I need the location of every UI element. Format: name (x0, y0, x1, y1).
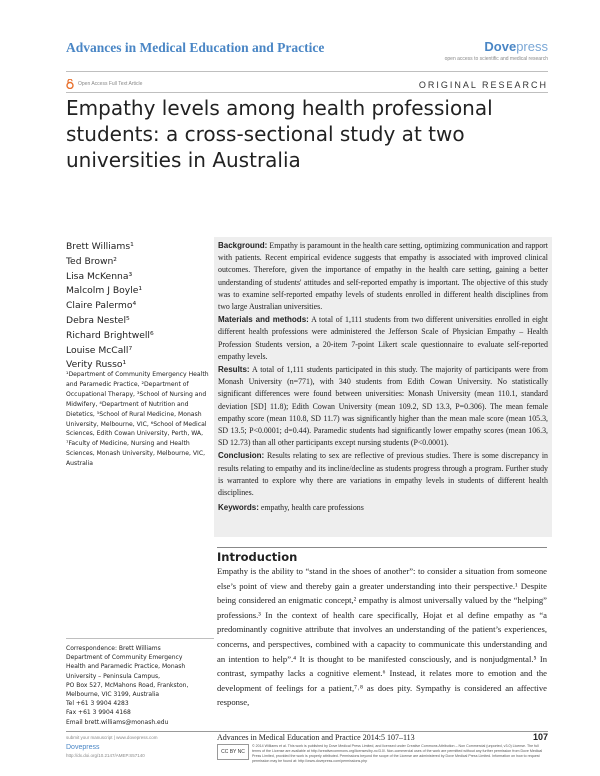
title-divider (66, 92, 548, 93)
abstract-background-label: Background: (218, 241, 268, 250)
correspondence-line: Tel +61 3 9904 4283 (66, 700, 129, 708)
author: Claire Palermo⁴ (66, 300, 137, 312)
correspondence-block (66, 644, 216, 727)
abstract-results-label: Results: (218, 365, 250, 375)
keywords-text: empathy, health care professions (260, 503, 364, 513)
abstract-results-text: A total of 1,111 students participated in this study. The majority of participants were from Monash University (n=771), with 340 students from Edith Cowan University. No statistically significant differences were found between universities: Monash University (mean 110.1, standard deviation [SD] 11.8); Edith Cowan University (mean 109.2, SD 13.3, P=0.306). The mean female empathy score (mean 110.8, SD 11.7) was significantly higher than the mean male score (mean 105.3, SD 13.5; P<0.0001; d=0.44). Paramedic students had significantly lower empathy scores (mean 106.3, SD 12.73) than all other participants except nursing students (P<0.0001). (218, 365, 548, 448)
author: Ted Brown² (66, 255, 117, 267)
author: Malcolm J Boyle¹ (66, 285, 143, 297)
journal-name: Advances in Medical Education and Practice (66, 40, 325, 55)
open-access-label (66, 79, 142, 89)
introduction-heading: Introduction (217, 550, 298, 564)
publisher-name-light: press (516, 39, 548, 54)
introduction-body: Empathy is the ability to “stand in the shoes of another”: to consider a situation from someone else’s point of view and thereby gain a greater understanding into their perspective.¹ Despite being considered an enigmatic concept,² empathy is almost universally valued by the “helping” professions.³ In the context of health care specifically, Hojat et al define empathy as “a predominantly cognitive attribute that involves an understanding of the patient’s experiences, concerns, and perspectives, combined with a capacity to communicate this understanding and an intention to help”.⁴ It is thought to be manifested consciously, and is nonjudgmental.⁵ In contrast, sympathy lacks a cognitive element.⁶ Instead, it relates more to emotion and the development of feelings for a patient,⁷˒⁸ as does pity. Sympathy is considered an affective response, (217, 566, 547, 708)
open-access-text: Open Access Full Text Article (78, 81, 143, 87)
publisher-name-bold: Dove (484, 39, 517, 54)
abstract-conclusion-label: Conclusion: (218, 451, 265, 461)
abstract-conclusion-text: Results relating to sex are reflective of previous studies. There is some discrepancy in results relating to empathy and its incline/decline as students progress through a program. Further study is warranted to explore why there are variations in empathy levels in students of different health disciplines. (218, 451, 549, 498)
citation-line: Advances in Medical Education and Practice 2014:5 107–113 (217, 733, 415, 742)
correspondence-line: PO Box 527, McMahons Road, Frankston, (66, 681, 189, 689)
correspondence-divider (66, 638, 214, 639)
correspondence-line: Correspondence: Brett Williams (66, 645, 161, 652)
header-divider (66, 71, 548, 72)
author-list (66, 240, 208, 373)
abstract-background-text: Empathy is paramount in the health care setting, optimizing communication and rapport with patients. Recent empirical evidence suggests that empathy is associated with improved clinical outcomes. Therefore, given the importance of empathy in the health care setting, gaining a better understanding of students' attitudes and self-reported empathy is important. The objective of this study was to examine self-reported empathy levels of students enrolled in different health disciplines from two large Australian universities. (218, 241, 548, 312)
correspondence-line: Department of Community Emergency (66, 654, 183, 662)
introduction-rule (217, 547, 547, 548)
keywords-label: Keywords: (218, 503, 259, 513)
publisher-logo (484, 39, 548, 54)
footer-divider (66, 731, 548, 732)
correspondence-line: Health and Paramedic Practice, Monash (66, 663, 186, 671)
article-title: Empathy levels among health professional students: a cross-sectional study at two universities in Australia (66, 96, 493, 172)
affiliations: ¹Department of Community Emergency Health and Paramedic Practice, ²Department of Occupational Therapy, ³School of Nursing and Midwifery, ⁴Department of Nutrition and Dietetics, ⁵School of Rural Medicine, Monash University, Melbourne, VIC, ⁶School of Medical Sciences, Edith Cowan University, Perth, WA, ⁷Faculty of Medicine, Nursing and Health Sciences, Monash University, Melbourne, VIC, Australia (66, 371, 209, 468)
correspondence-email: Email brett.williams@monash.edu (66, 718, 169, 726)
author: Debra Nestel⁵ (66, 314, 130, 326)
submit-manuscript-link[interactable]: submit your manuscript | www.dovepress.com (66, 735, 158, 740)
correspondence-line: University – Peninsula Campus, (66, 672, 160, 680)
author: Brett Williams¹ (66, 241, 134, 252)
correspondence-line: Fax +61 3 9904 4168 (66, 709, 131, 717)
abstract-methods-text: A total of 1,111 students from two different universities enrolled in eight different health professions were administered the Jefferson Scale of Physician Empathy – Health Profession Students version, a 20-item 7-point Likert scale questionnaire to evaluate self-reported empathy levels. (218, 315, 548, 361)
publisher-tagline: open access to scientific and medical research (444, 56, 548, 62)
author: Verity Russo¹ (66, 359, 127, 371)
dovepress-footer-logo: Dovepress (66, 744, 100, 751)
open-access-icon (66, 79, 74, 89)
license-text: © 2014 Williams et al. This work is published by Dove Medical Press Limited, and licensed under Creative Commons Attribution – Non Commercial (unported, v3.0) License. The full terms of the License are available at http://creativecommons.org/licenses/by-nc/3.0/. Non-commercial uses of the work are permitted without any further permission from Dove Medical Press Limited, provided the work is properly attributed. Permissions beyond the scope of the License are administered by Dove Medical Press Limited. Information on how to request permission may be found at: http://www.dovepress.com/permissions.php (252, 744, 543, 763)
page-number: 107 (532, 732, 548, 742)
abstract (218, 240, 548, 515)
article-type: ORIGINAL RESEARCH (418, 80, 548, 90)
author: Lisa McKenna³ (66, 270, 133, 282)
author: Louise McCall⁷ (66, 344, 133, 356)
correspondence-line: Melbourne, VIC 3199, Australia (66, 691, 160, 699)
creative-commons-badge[interactable]: CC BY NC (217, 744, 249, 760)
abstract-methods-label: Materials and methods: (218, 315, 309, 325)
author: Richard Brightwell⁶ (66, 329, 154, 341)
doi-link[interactable]: http://dx.doi.org/10.2147/AMEP.S57140 (66, 753, 145, 758)
